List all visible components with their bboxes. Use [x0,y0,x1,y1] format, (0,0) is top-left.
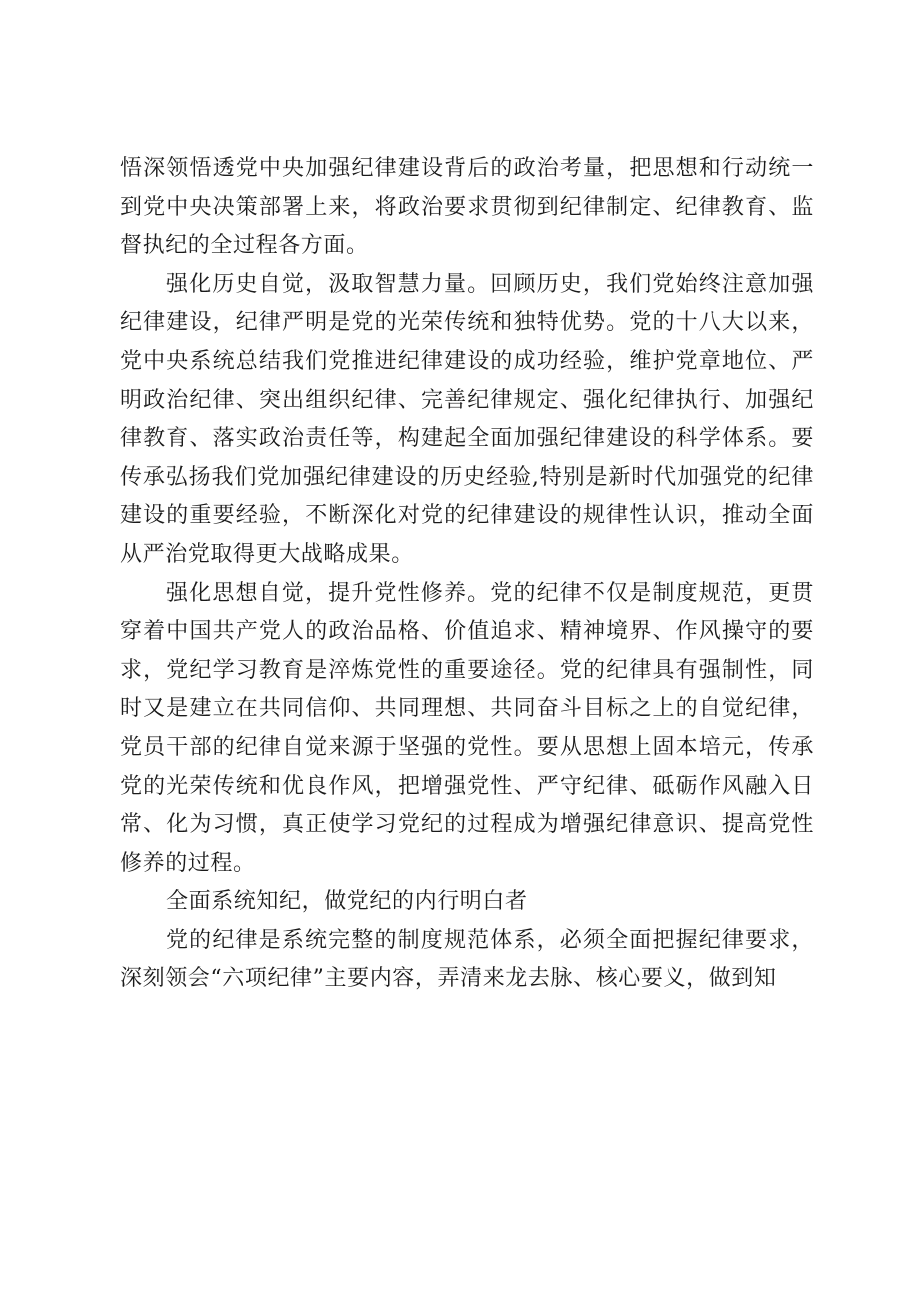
paragraph-ideological-awareness: 强化思想自觉，提升党性修养。党的纪律不仅是制度规范，更贯穿着中国共产党人的政治品格、价值追求、精神境界、作风操守的要求，党纪学习教育是淬炼党性的重要途径。党的纪律具有强制性，同时又是建立在共同信仰、共同理想、共同奋斗目标之上的自觉纪律，党员干部的纪律自觉来源于坚强的党性。要从思想上固本培元，传承党的光荣传统和优良作风，把增强党性、严守纪律、砥砺作风融入日常、化为习惯，真正使学习党纪的过程成为增强纪律意识、提高党性修养的过程。 [120,580,814,876]
section-heading: 全面系统知纪，做党纪的内行明白者 [166,889,528,915]
paragraph-history-awareness: 强化历史自觉，汲取智慧力量。回顾历史，我们党始终注意加强纪律建设，纪律严明是党的光荣传统和独特优势。党的十八大以来，党中央系统总结我们党推进纪律建设的成功经验，维护党章地位、严明政治纪律、突出组织纪律、完善纪律规定、强化纪律执行、加强纪律教育、落实政治责任等，构建起全面加强纪律建设的科学体系。要传承弘扬我们党加强纪律建设的历史经验,特别是新时代加强党的纪律建设的重要经验，不断深化对党的纪律建设的规律性认识，推动全面从严治党取得更大战略成果。 [120,271,814,567]
document-body [120,150,814,999]
paragraph-continuation: 悟深领悟透党中央加强纪律建设背后的政治考量，把思想和行动统一到党中央决策部署上来，将政治要求贯彻到纪律制定、纪律教育、监督执纪的全过程各方面。 [120,156,814,259]
paragraph-discipline-system: 党的纪律是系统完整的制度规范体系，必须全面把握纪律要求，深刻领会“六项纪律”主要内容，弄清来龙去脉、核心要义，做到知 [120,927,814,992]
